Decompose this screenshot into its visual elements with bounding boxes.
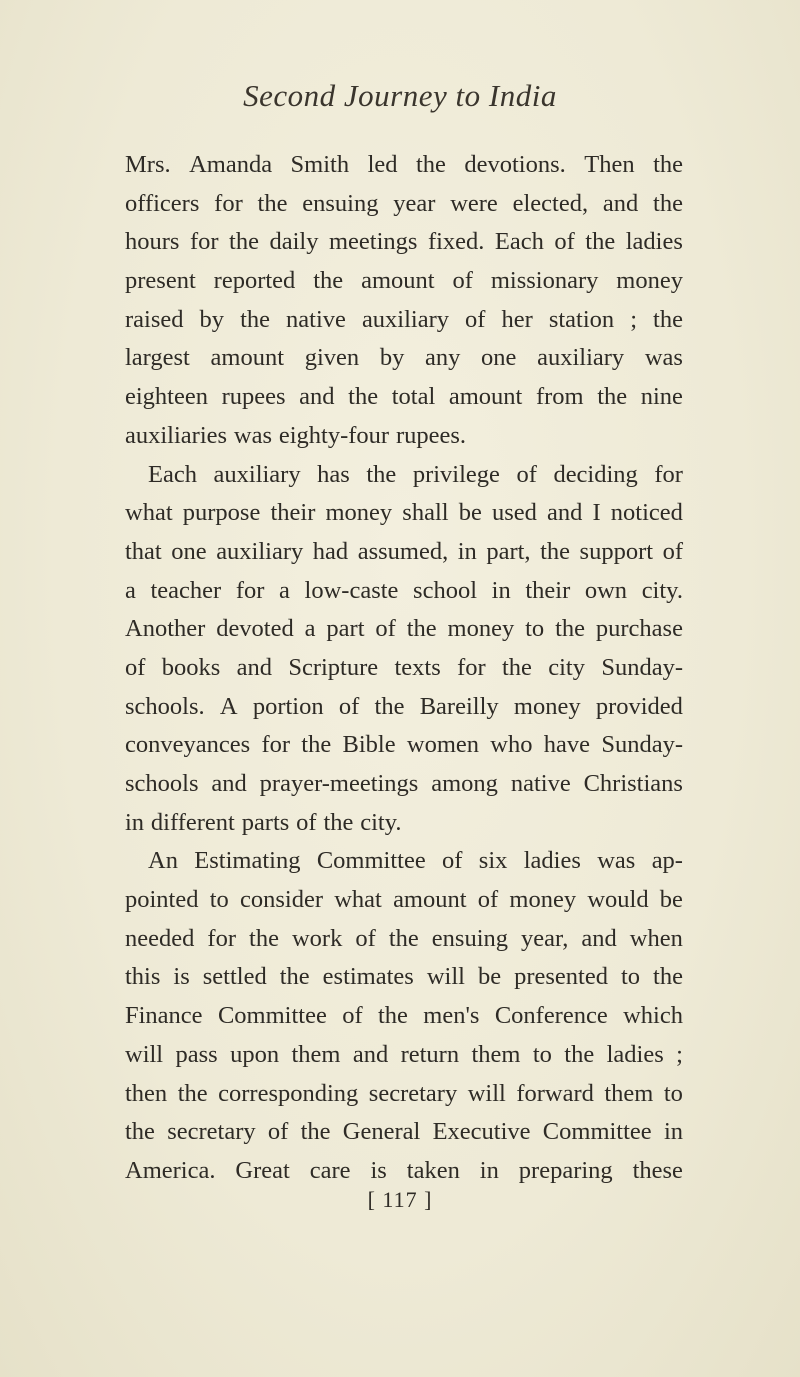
text-line: of books and Scripture texts for the city Sunday- [125,653,683,681]
text-line: then the corresponding secretary will forward them to [125,1079,683,1107]
text-line: largest amount given by any one auxiliary was [125,344,683,372]
text-line: what purpose their money shall be used and I noticed [125,499,683,527]
text-line: America. Great care is taken in preparing these [125,1156,683,1184]
text-line: Mrs. Amanda Smith led the devotions. Then the [125,151,683,178]
text-line: Finance Committee of the men's Conference which [125,1002,683,1030]
text-line: schools. A portion of the Bareilly money provided [125,692,683,720]
text-line: pointed to consider what amount of money would be [125,886,683,914]
text-line: this is settled the estimates will be presented to the [125,963,683,991]
text-line: raised by the native auxiliary of her station ; the [125,305,683,333]
paragraph [125,842,683,1190]
text-line: present reported the amount of missionary money [125,267,683,295]
running-head: Second Journey to India [243,78,557,113]
text-line: a teacher for a low-caste school in their own city. [125,576,683,604]
text-line: auxiliaries was eighty-four rupees. [125,421,467,449]
paragraph [125,146,683,456]
text-line: officers for the ensuing year were elected, and the [125,189,683,217]
text-line: in different parts of the city. [125,808,402,836]
text-line: needed for the work of the ensuing year, and when [125,924,683,952]
text-line: that one auxiliary had assumed, in part, the support of [125,537,683,565]
text-line: hours for the daily meetings fixed. Each of the ladies [125,228,683,256]
text-line: schools and prayer-meetings among native Christians [125,770,683,797]
page-number: [ 117 ] [367,1186,433,1212]
text-line: An Estimating Committee of six ladies was ap- [148,847,683,875]
text-line: conveyances for the Bible women who have Sunday- [125,731,683,759]
text-line: will pass upon them and return them to the ladies ; [125,1040,683,1068]
text-line: Another devoted a part of the money to the purchase [125,615,683,643]
text-line: eighteen rupees and the total amount from the nine [125,383,683,411]
text-line: Each auxiliary has the privilege of deciding for [148,460,683,488]
body-text [125,146,683,1191]
text-line: the secretary of the General Executive Committee in [125,1118,683,1146]
paragraph [125,456,683,843]
